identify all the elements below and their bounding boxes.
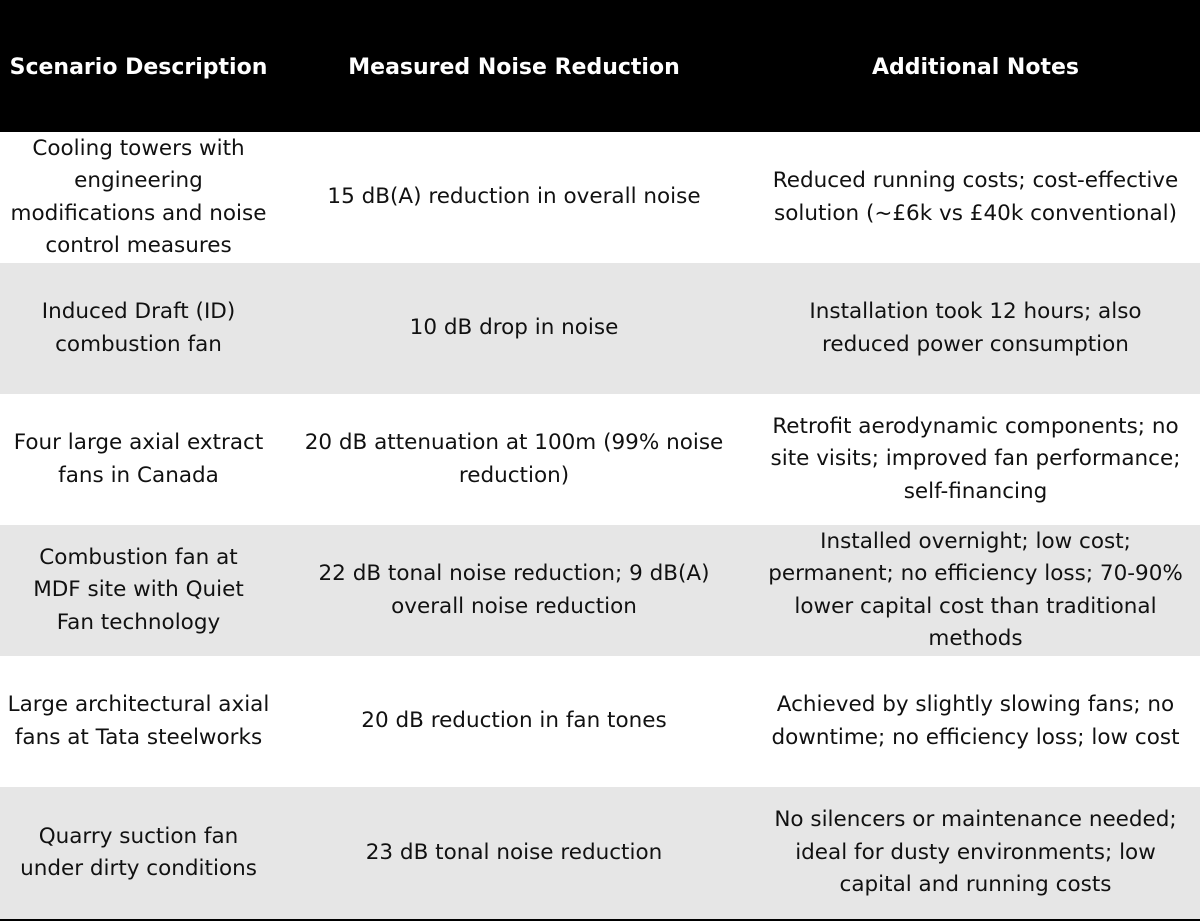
table-cell-reduction: 23 dB tonal noise reduction xyxy=(277,787,751,919)
table-cell-reduction: 20 dB reduction in fan tones xyxy=(277,656,751,787)
table-cell-scenario: Cooling towers with engineering modifications and noise control measures xyxy=(0,132,277,263)
table-cell-reduction: 22 dB tonal noise reduction; 9 dB(A) overall noise reduction xyxy=(277,525,751,656)
table-cell-scenario: Combustion fan at MDF site with Quiet Fan technology xyxy=(0,525,277,656)
table-cell-scenario: Large architectural axial fans at Tata steelworks xyxy=(0,656,277,787)
table-cell-scenario: Four large axial extract fans in Canada xyxy=(0,394,277,525)
table-cell-notes: Achieved by slightly slowing fans; no downtime; no efficiency loss; low cost xyxy=(751,656,1200,787)
table-cell-notes: Installation took 12 hours; also reduced power consumption xyxy=(751,263,1200,394)
header-additional-notes: Additional Notes xyxy=(751,0,1200,132)
table-cell-notes: No silencers or maintenance needed; ideal for dusty environments; low capital and running costs xyxy=(751,787,1200,919)
table-cell-notes: Reduced running costs; cost-effective solution (~£6k vs £40k conventional) xyxy=(751,132,1200,263)
header-measured-noise-reduction: Measured Noise Reduction xyxy=(277,0,751,132)
header-scenario-description: Scenario Description xyxy=(0,0,277,132)
table-cell-notes: Installed overnight; low cost; permanent; no efficiency loss; 70-90% lower capital cost than traditional methods xyxy=(751,525,1200,656)
table-cell-reduction: 20 dB attenuation at 100m (99% noise reduction) xyxy=(277,394,751,525)
table-cell-scenario: Quarry suction fan under dirty conditions xyxy=(0,787,277,919)
table-cell-reduction: 15 dB(A) reduction in overall noise xyxy=(277,132,751,263)
table-cell-scenario: Induced Draft (ID) combustion fan xyxy=(0,263,277,394)
table-cell-notes: Retrofit aerodynamic components; no site visits; improved fan performance; self-financing xyxy=(751,394,1200,525)
table-cell-reduction: 10 dB drop in noise xyxy=(277,263,751,394)
